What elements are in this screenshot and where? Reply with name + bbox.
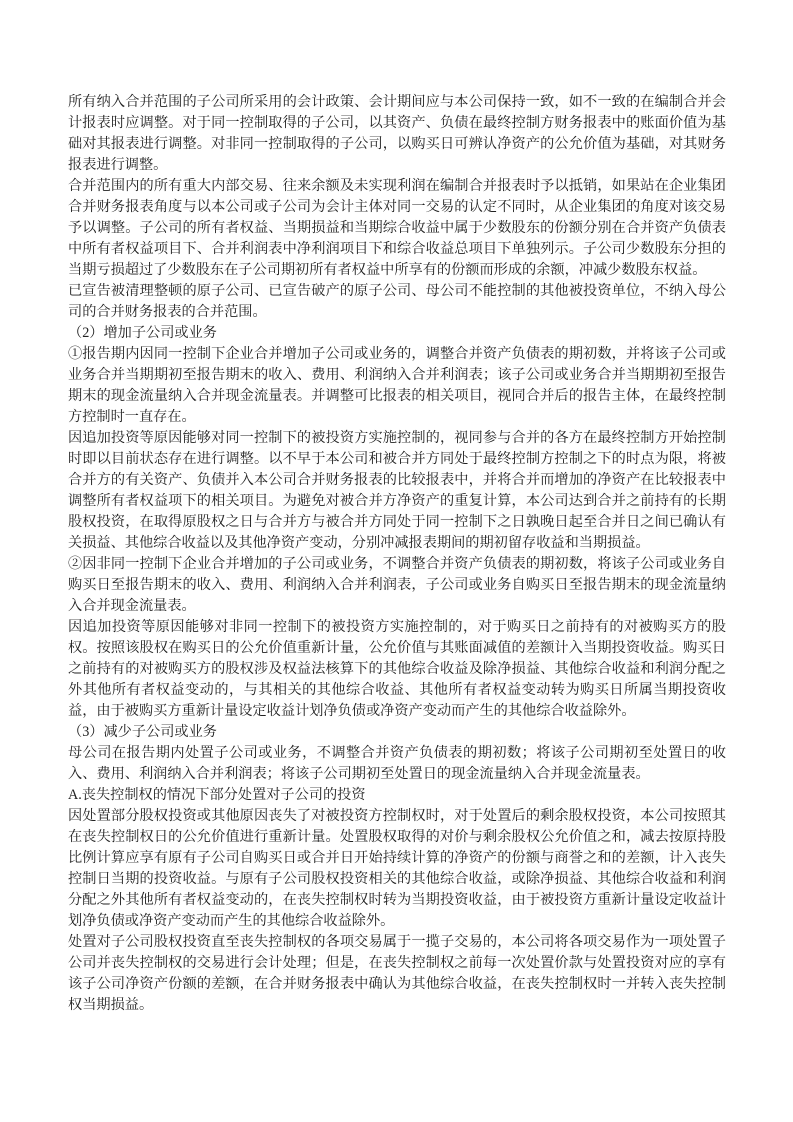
para-non-same-control-additional-investment: 因追加投资等原因能够对非同一控制下的被投资方实施控制的，对于购买日之前持有的对被购买方的股权。按照该股权在购买日的公允价值重新计量，公允价值与其账面减值的差额计入当期投资收益。购买日之前持有的对被购买方的股权涉及权益法核算下的其他综合收益及除净损益、其他综合收益和利润分配之外其他所有者权益变动的，与其相关的其他综合收益、其他所有者权益变动转为购买日所属当期投资收益，由于被购买方重新计量设定收益计划净负债或净资产变动而产生的其他综合收益除外。 (68, 619, 726, 719)
document-body (68, 92, 726, 1016)
para-bundled-transactions: 处置对子公司股权投资直至丧失控制权的各项交易属于一揽子交易的，本公司将各项交易作为一项处置子公司并丧失控制权的交易进行会计处理；但是，在丧失控制权之前每一次处置价款与处置投资对应的享有该子公司净资产份额的差额，在合并财务报表中确认为其他综合收益，在丧失控制权时一并转入丧失控制权当期损益。 (68, 934, 726, 1013)
heading-add-subsidiary-or-business: （2）增加子公司或业务 (68, 325, 217, 341)
para-loss-of-control-remeasurement: 因处置部分股权投资或其他原因丧失了对被投资方控制权时，对于处置后的剩余股权投资，本公司按照其在丧失控制权日的公允价值进行重新计量。处置股权取得的对价与剩余股权公允价值之和，减去按原持股比例计算应享有原有子公司自购买日或合并日开始持续计算的净资产的份额与商誉之和的差额，计入丧失控制日当期的投资收益。与原有子公司股权投资相关的其他综合收益，或除净损益、其他综合收益和利润分配之外其他所有者权益变动的，在丧失控制权时转为当期投资收益，由于被投资方重新计量设定收益计划净负债或净资产变动而产生的其他综合收益除外。 (68, 808, 726, 929)
para-internal-transactions-elimination: 合并范围内的所有重大内部交易、往来余额及未实现利润在编制合并报表时予以抵销，如果站在企业集团合并财务报表角度与以本公司或子公司为会计主体对同一交易的认定不同时，从企业集团的角度对该交易予以调整。子公司的所有者权益、当期损益和当期综合收益中属于少数股东的份额分别在合并资产负债表中所有者权益项目下、合并利润表中净利润项目下和综合收益总项目下单独列示。子公司少数股东分担的当期亏损超过了少数股东在子公司期初所有者权益中所享有的份额而形成的余额，冲减少数股东权益。 (68, 178, 726, 278)
para-disposal-in-reporting-period: 母公司在报告期内处置子公司或业务，不调整合并资产负债表的期初数；将该子公司期初至处置日的收入、费用、利润纳入合并利润表；将该子公司期初至处置日的现金流量纳入合并现金流量表。 (68, 745, 726, 782)
para-non-same-control-merger-addition: ②因非同一控制下企业合并增加的子公司或业务，不调整合并资产负债表的期初数，将该子公司或业务自购买日至报告期末的收入、费用、利润纳入合并利润表，子公司或业务自购买日至报告期末的现金流量纳入合并现金流量表。 (68, 556, 726, 614)
heading-reduce-subsidiary-or-business: （3）减少子公司或业务 (68, 724, 217, 740)
heading-partial-disposal-loss-of-control: A.丧失控制权的情况下部分处置对子公司的投资 (68, 787, 366, 803)
para-excluded-from-consolidation-scope: 已宣告被清理整顿的原子公司、已宣告破产的原子公司、母公司不能控制的其他被投资单位，不纳入母公司的合并财务报表的合并范围。 (68, 283, 726, 320)
para-accounting-policy-consistency: 所有纳入合并范围的子公司所采用的会计政策、会计期间应与本公司保持一致，如不一致的在编制合并会计报表时应调整。对于同一控制取得的子公司，以其资产、负债在最终控制方财务报表中的账面价值为基础对其报表进行调整。对非同一控制取得的子公司，以购买日可辨认净资产的公允价值为基础，对其财务报表进行调整。 (68, 94, 726, 173)
para-same-control-merger-addition: ①报告期内因同一控制下企业合并增加子公司或业务的，调整合并资产负债表的期初数，并将该子公司或业务合并当期期初至报告期末的收入、费用、利润纳入合并利润表；该子公司或业务合并当期期初至报告期末的现金流量纳入合并现金流量表。并调整可比报表的相关项目，视同合并后的报告主体，在最终控制方控制时一直存在。 (68, 346, 726, 425)
para-same-control-additional-investment: 因追加投资等原因能够对同一控制下的被投资方实施控制的，视同参与合并的各方在最终控制方开始控制时即以目前状态存在进行调整。以不早于本公司和被合并方同处于最终控制方控制之下的时点为限，将被合并方的有关资产、负债并入本公司合并财务报表的比较报表中，并将合并而增加的净资产在比较报表中调整所有者权益项下的相关项目。为避免对被合并方净资产的重复计算，本公司达到合并之前持有的长期股权投资，在取得原股权之日与合并方与被合并方同处于同一控制下之日孰晚日起至合并日之间已确认有关损益、其他综合收益以及其他净资产变动，分别冲减报表期间的期初留存收益和当期损益。 (68, 430, 726, 551)
